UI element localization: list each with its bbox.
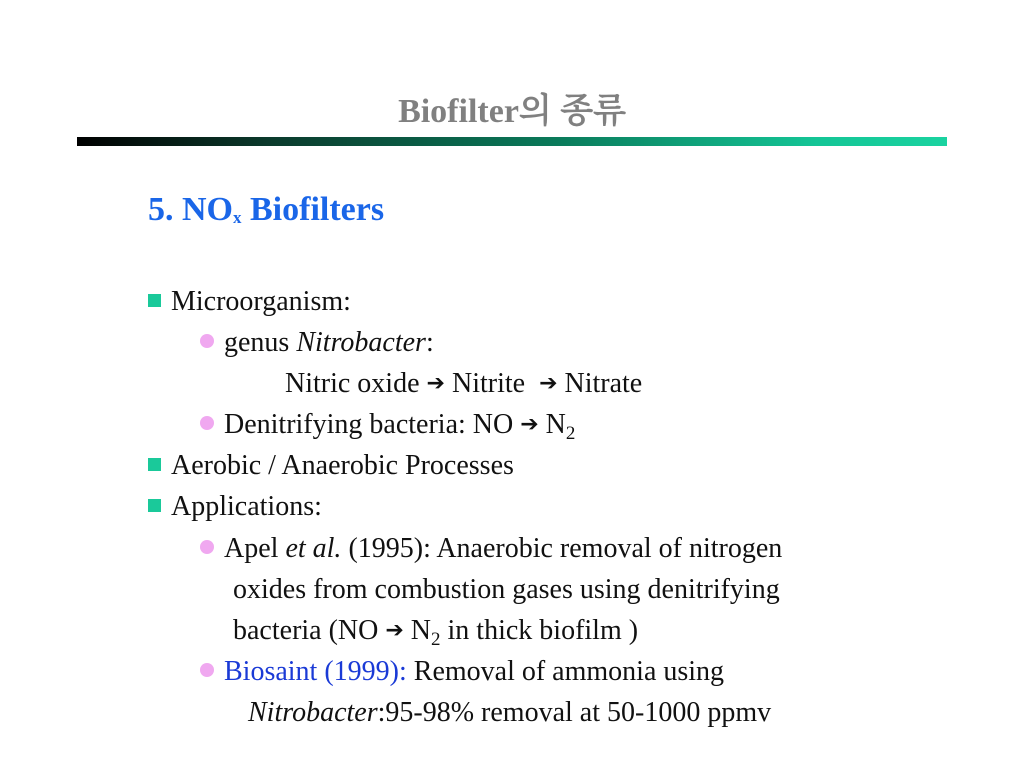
slide-title: Biofilter의 종류 [398,93,626,130]
apel-text: (1995): Anaerobic removal of nitrogen [341,533,783,564]
subbullet-apel [200,532,782,566]
right-arrow-icon: ➔ [520,412,539,437]
section-heading-subscript: x [233,208,242,227]
section-heading-rest: Biofilters [241,191,385,228]
apel-etal: et al. [285,533,342,564]
genus-colon: : [425,327,434,358]
apel-line-3 [233,614,638,657]
apel-line-2 [233,573,780,607]
denitrifying-text: Denitrifying bacteria: NO [224,409,514,440]
circle-bullet-icon [200,540,214,554]
biosaint-line-2 [248,696,771,730]
circle-bullet-icon [200,334,214,348]
apel-line-3-end: in thick biofilm ) [440,615,639,646]
bullet-microorganism [148,285,351,319]
nitrate-label: Nitrate [564,368,643,399]
bullet-text: Applications: [171,491,322,522]
right-arrow-icon: ➔ [539,371,558,396]
nitrification-pathway [285,367,642,401]
apel-line-2-text: oxides from combustion gases using denitrifying [233,574,780,605]
right-arrow-icon: ➔ [426,371,445,396]
subbullet-biosaint [200,655,724,689]
section-heading-main: 5. NO [148,191,233,228]
genus-name: Nitrobacter [296,327,426,358]
nitrite-label: Nitrite [451,368,526,399]
bullet-applications [148,490,322,524]
subbullet-genus [200,326,434,360]
square-bullet-icon [148,499,161,512]
bullet-aerobic [148,449,514,483]
square-bullet-icon [148,458,161,471]
nitric-oxide-label: Nitric oxide [285,368,420,399]
biosaint-text: Removal of ammonia using [406,656,725,687]
square-bullet-icon [148,294,161,307]
n-subscript: 2 [565,423,576,444]
right-arrow-icon: ➔ [385,618,404,643]
bullet-text: Aerobic / Anaerobic Processes [171,450,514,481]
apel-line-3-start: bacteria (NO [233,615,379,646]
n-symbol: N [545,409,566,440]
title-divider [77,137,947,146]
biosaint-line-2-text: :95-98% removal at 50-1000 ppmv [377,697,772,728]
section-heading [148,188,384,240]
bullet-text: Microorganism: [171,286,351,317]
circle-bullet-icon [200,663,214,677]
apel-n-subscript: 2 [431,629,441,650]
subbullet-denitrifying [200,408,575,451]
apel-n-symbol: N [410,615,432,646]
biosaint-nitrobacter: Nitrobacter [248,697,378,728]
circle-bullet-icon [200,416,214,430]
apel-name: Apel [224,533,286,564]
genus-prefix: genus [224,327,297,358]
biosaint-label: Biosaint (1999): [224,656,407,687]
